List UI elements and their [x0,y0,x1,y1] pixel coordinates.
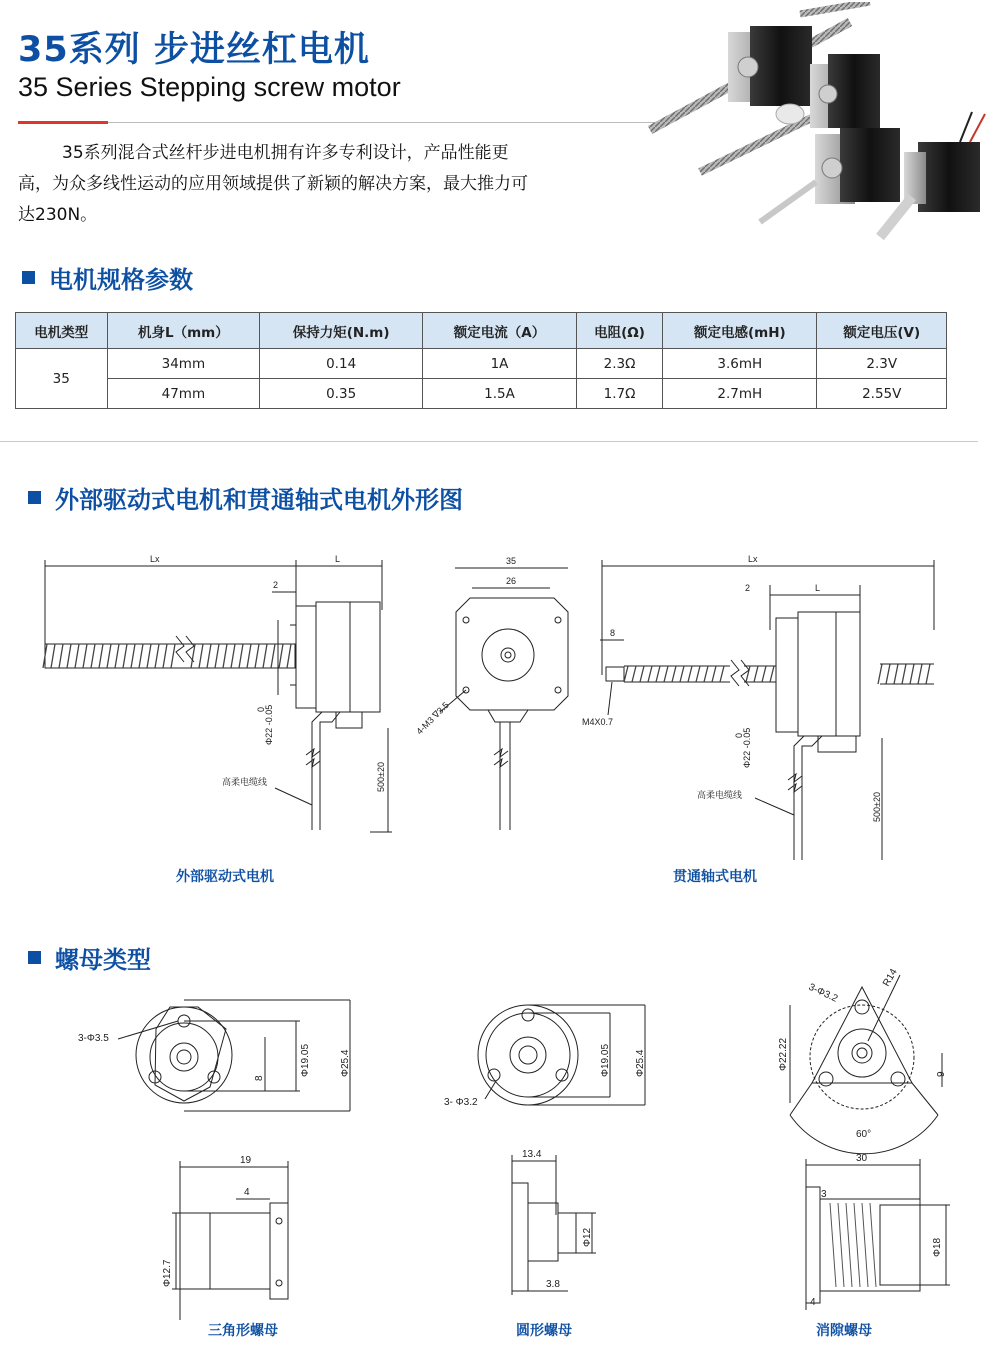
dim-phi254-tri: Φ25.4 [340,1049,351,1077]
dim-angle: 60° [856,1129,872,1140]
caption-triangle-nut: 三角形螺母 [208,1323,278,1339]
antibacklash-nut-front [778,967,947,1154]
dim-cable-length-through: 500±20 [872,792,882,822]
dim-phi18: Φ18 [932,1237,943,1257]
dim-3: 3 [821,1189,827,1200]
table-cell: 0.35 [260,379,423,409]
dim-phi1905-tri: Φ19.05 [300,1043,311,1077]
table-cell: 0.14 [260,349,423,379]
round-nut-side [512,1149,596,1295]
triangle-nut-side [162,1155,288,1320]
table-cell: 2.3Ω [576,349,662,379]
antibacklash-nut-side [806,1153,950,1310]
table-cell: 34mm [107,349,260,379]
title-accent-line [18,121,108,124]
triangle-nut-front [78,1000,351,1111]
section-heading-outline [28,480,463,515]
table-cell: 3.6mH [663,349,817,379]
dim-phi127: Φ12.7 [162,1259,173,1287]
dim-lx-through: Lx [748,554,758,564]
table-cell: 2.7mH [663,379,817,409]
dim-l: L [335,554,341,564]
spec-table [15,312,947,409]
section-heading-text: 外部驱动式电机和贯通轴式电机外形图 [55,486,463,514]
dim-phi12: Φ12 [582,1227,593,1247]
dim-width-26: 26 [506,576,517,586]
table-cell: 1.5A [423,379,577,409]
caption-through-motor: 贯通轴式电机 [673,869,757,885]
dim-19: 19 [240,1155,252,1166]
table-row [16,379,947,409]
dim-r14: R14 [881,967,900,989]
table-cell: 47mm [107,379,260,409]
page-subtitle: 35 Series Stepping screw motor [18,72,401,102]
table-cell: 1.7Ω [576,379,662,409]
column-header: 电机类型 [16,313,108,349]
external-drive-motor-drawing [43,554,392,832]
table-cell-motor-type: 35 [16,349,108,409]
dim-phi22-top: 0 [256,706,266,712]
dim-8-tri: 8 [254,1075,265,1081]
table-cell: 2.3V [817,349,947,379]
dim-width-35: 35 [506,556,517,566]
nut-drawings [0,965,1000,1325]
dim-cable-length: 500±20 [376,762,386,792]
dim-tri-holes: 3-Φ3.5 [78,1033,109,1044]
dim-phi22-top-through: 0 [734,732,744,738]
table-cell: 1A [423,349,577,379]
column-header: 保持力矩(N.m) [260,313,423,349]
section-heading-spec [22,260,193,295]
column-header: 电阻(Ω) [576,313,662,349]
motor-3 [760,128,900,222]
dim-9: 9 [936,1071,947,1077]
table-row [16,349,947,379]
dim-30: 30 [856,1153,868,1164]
product-photo [640,2,1000,247]
column-header: 额定电流（A） [423,313,577,349]
dim-38: 3.8 [546,1279,560,1290]
label-cable-through: 高柔电缆线 [697,790,743,800]
section-divider [0,441,978,442]
caption-antibacklash-nut: 消隙螺母 [816,1323,872,1339]
dim-l-through: L [815,583,821,593]
column-header: 额定电感(mH) [663,313,817,349]
dim-4-ab: 4 [810,1297,816,1308]
bullet-square-icon [28,491,41,504]
section-heading-text: 电机规格参数 [49,266,193,294]
intro-paragraph: 35系列混合式丝杆步进电机拥有许多专利设计，产品性能更高，为众多线性运动的应用领域提供了新颖的解决方案，最大推力可达230N。 [18,143,528,225]
label-thread: M4X0.7 [582,717,614,727]
dim-round-holes: 3- Φ3.2 [444,1097,478,1108]
dim-holes: 4-M3 ∇3.5 [414,699,451,737]
dim-ab-holes: 3-Φ3.2 [806,981,840,1005]
caption-round-nut: 圆形螺母 [516,1323,572,1339]
dim-phi1905-round: Φ19.05 [600,1043,611,1077]
dim-2: 2 [273,580,279,590]
dim-phi22-through: Φ22 -0.05 [742,727,752,768]
column-header: 额定电压(V) [817,313,947,349]
table-header-row [16,313,947,349]
dim-134: 13.4 [522,1149,542,1160]
dim-phi2222: Φ22.22 [778,1037,789,1071]
front-view-drawing [414,556,568,830]
dim-lx: Lx [150,554,160,564]
dim-2-through: 2 [745,583,751,593]
through-shaft-motor-drawing [582,554,934,860]
title-rule [108,122,656,123]
page-title: 35系列 步进丝杠电机 [18,30,370,70]
column-header: 机身L（mm） [107,313,260,349]
round-nut-front [444,1005,646,1108]
bullet-square-icon [28,951,41,964]
dim-phi22: Φ22 -0.05 [264,704,274,745]
section-heading-text: 螺母类型 [55,946,151,974]
motor-1 [728,26,812,106]
bullet-square-icon [22,271,35,284]
dim-4-tri: 4 [244,1187,250,1198]
dim-8: 8 [610,628,616,638]
dim-phi254-round: Φ25.4 [635,1049,646,1077]
label-cable: 高柔电缆线 [222,777,268,787]
outline-drawings [0,540,1000,860]
table-cell: 2.55V [817,379,947,409]
caption-external-motor: 外部驱动式电机 [176,869,274,885]
